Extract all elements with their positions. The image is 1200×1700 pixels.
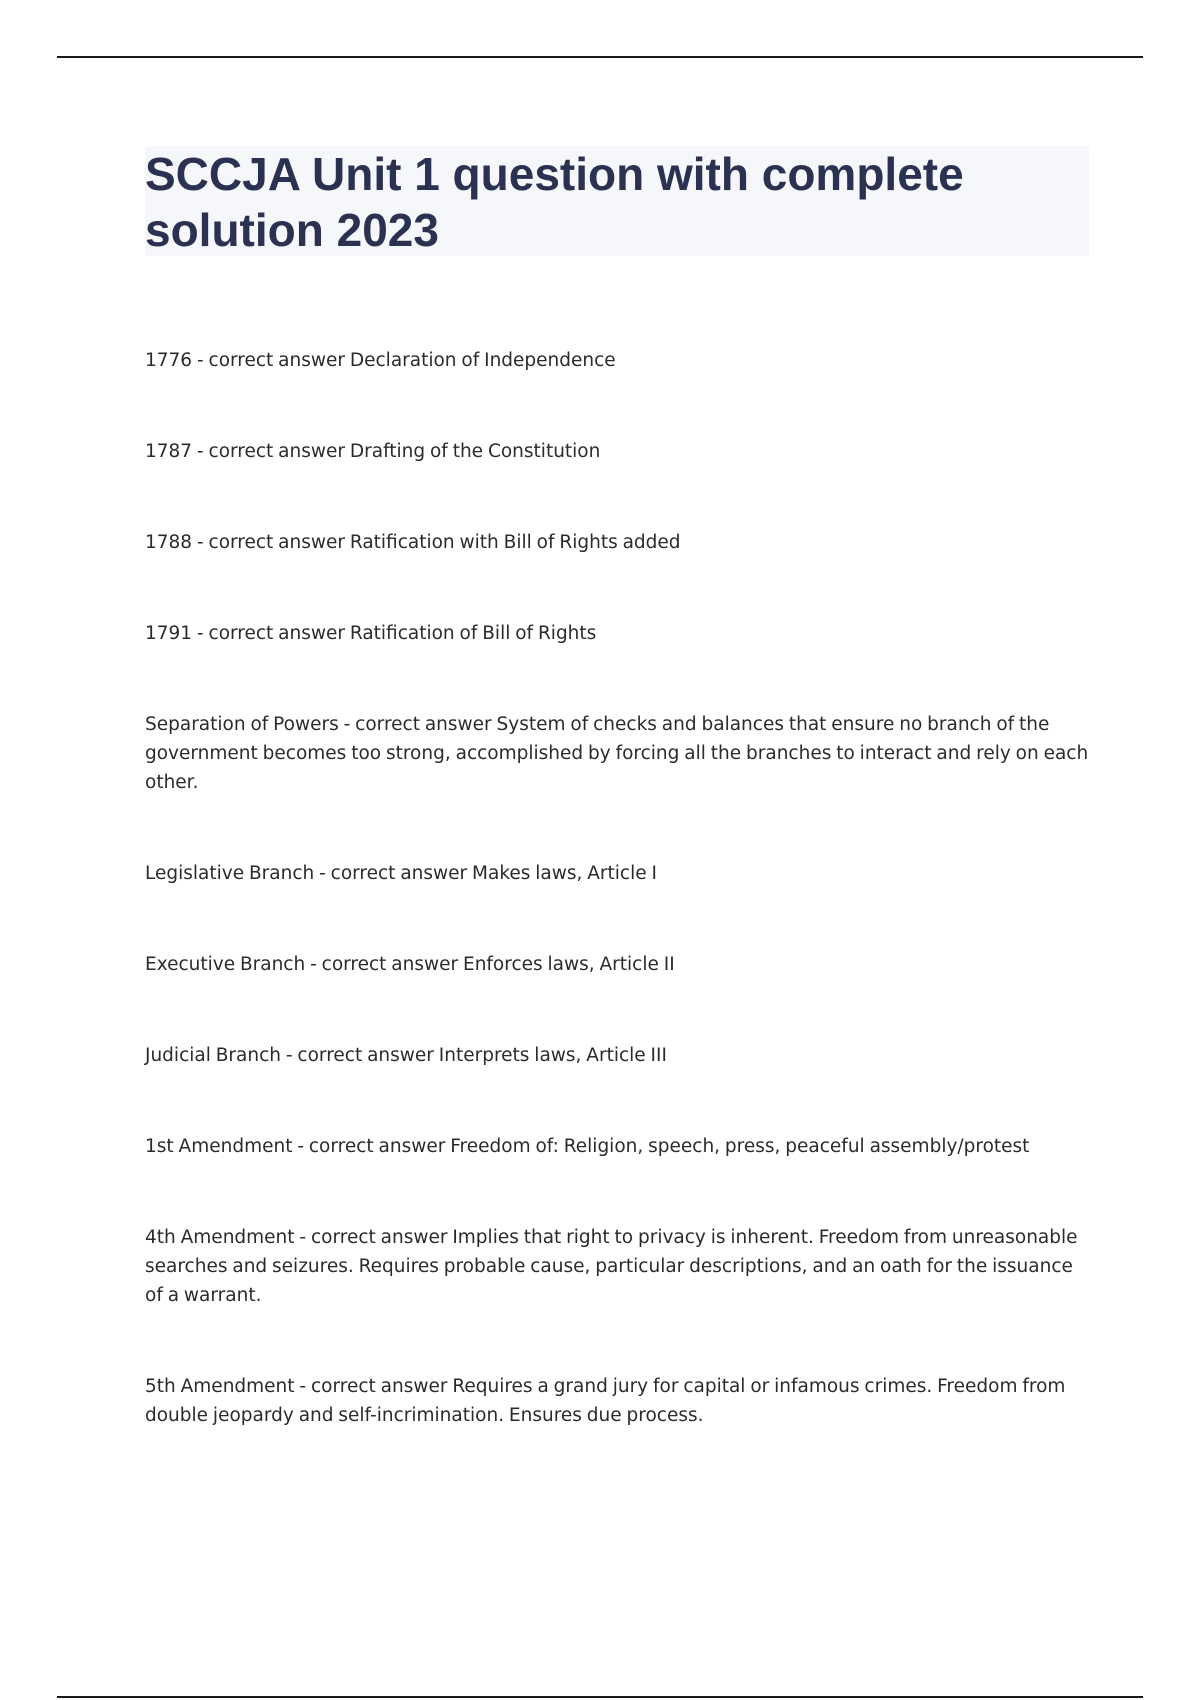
qa-entry-1787: 1787 - correct answer Drafting of the Constitution [145, 441, 601, 462]
qa-list [145, 346, 1095, 1492]
qa-entry-1791: 1791 - correct answer Ratification of Bill of Rights [145, 623, 597, 644]
qa-entry-executive-branch: Executive Branch - correct answer Enforces laws, Article II [145, 954, 675, 975]
qa-entry-separation-of-powers: Separation of Powers - correct answer System of checks and balances that ensure no branch of the government becomes too strong, accomplished by forcing all the branches to interact and rely on each other. [145, 714, 1089, 793]
footer-rule [57, 1696, 1143, 1698]
title-block [145, 146, 1089, 256]
qa-entry-5th-amendment: 5th Amendment - correct answer Requires a grand jury for capital or infamous crimes. Freedom from double jeopardy and self-incrimination. Ensures due process. [145, 1376, 1066, 1426]
qa-entry-legislative-branch: Legislative Branch - correct answer Makes laws, Article I [145, 863, 657, 884]
qa-entry-4th-amendment: 4th Amendment - correct answer Implies that right to privacy is inherent. Freedom from unreasonable searches and seizures. Requires probable cause, particular descriptions, and an oath for the issuance of a warrant. [145, 1227, 1078, 1306]
document-title: SCCJA Unit 1 question with complete solution 2023 [145, 148, 977, 256]
qa-entry-1788: 1788 - correct answer Ratification with Bill of Rights added [145, 532, 681, 553]
header-rule [57, 56, 1143, 58]
qa-entry-judicial-branch: Judicial Branch - correct answer Interprets laws, Article III [145, 1045, 667, 1066]
qa-entry-1776: 1776 - correct answer Declaration of Independence [145, 350, 616, 371]
qa-entry-1st-amendment: 1st Amendment - correct answer Freedom of: Religion, speech, press, peaceful assembly/protest [145, 1136, 1030, 1157]
